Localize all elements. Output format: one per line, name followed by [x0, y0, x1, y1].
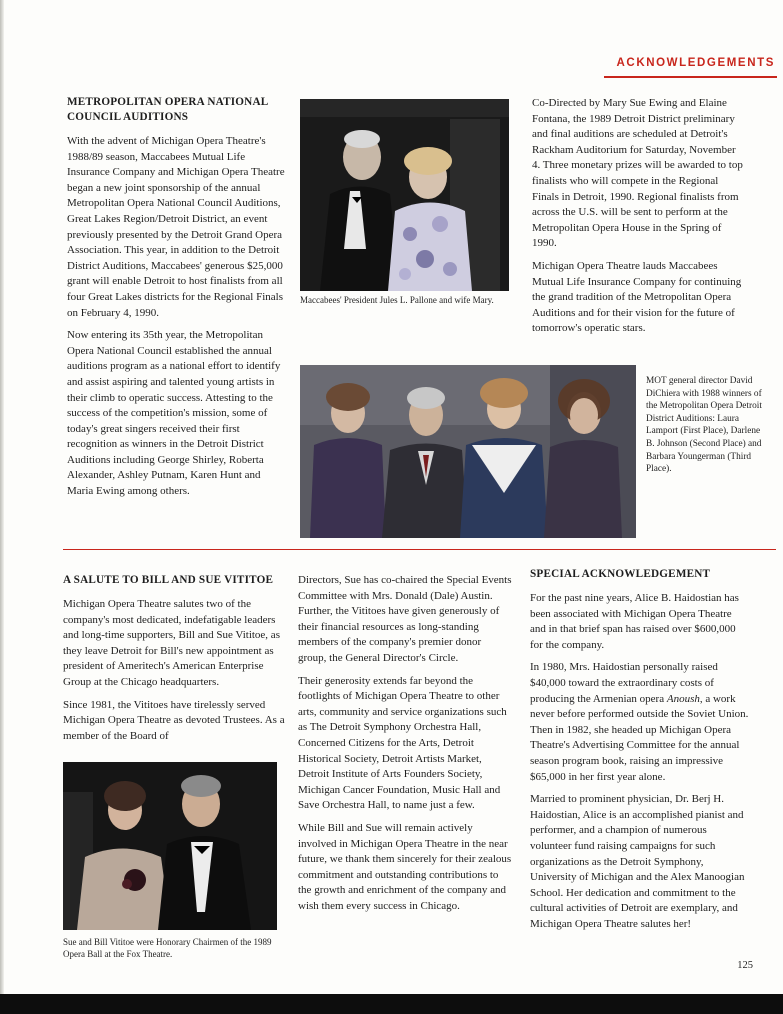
salute-paragraph-4: Their generosity extends far beyond the footlights of Michigan Opera Theatre to other arts, community and service organizations such as The Detroit Symphony Orchestra Hall, Concerned Citizens for the Arts, Detroit Historical Society, Detroit Artists Market, Detroit Institute of Arts Founders Society, Michigan Cancer Foundation, Music Hall and Save Orchestra Hall, to name just a few.: [298, 674, 507, 812]
auditions-winners-caption: MOT general director David DiChiera with 1988 winners of the Metropolitan Opera Detroit District Auditions: Laura Lamport (First Place), Darlene B. Johnson (Second Place) and Barbara Youngerman (Third Place).: [646, 376, 762, 475]
metropolitan-paragraph-4: Michigan Opera Theatre lauds Maccabees Mutual Life Insurance Company for continuing the grand tradition of the Metropolitan Opera Auditions and for their vision for the future of tomorrow's operatic stars.: [532, 259, 742, 335]
section-title: ACKNOWLEDGEMENTS: [616, 57, 775, 69]
special-paragraph-1: For the past nine years, Alice B. Haidostian has been associated with Michigan Opera Theatre and in that brief span has raised over $600,000 for the company.: [530, 592, 739, 651]
metropolitan-paragraph-1: With the advent of Michigan Opera Theatre's 1988/89 season, Maccabees Mutual Life Insurance Company and Michigan Opera Theatre began a new joint sponsorship of the annual Metropolitan Opera National Council Auditions, Great Lakes Region/Detroit District, an event previously presented by the Detroit Grand Opera Association. This year, in addition to the Detroit District Auditions, Maccabees' generous $25,000 grant will enable Detroit to host finalists from all four Great Lakes districts for the Regional Finals on February 4, 1990.: [67, 135, 285, 319]
opera-title-anoush: Anoush: [666, 692, 700, 705]
scan-bottom-edge: [0, 994, 783, 1014]
salute-paragraph-1: Michigan Opera Theatre salutes two of the company's most dedicated, indefatigable leaders and long-time supporters, Bill and Sue Vititoe, as they leave Detroit for Bill's new appointment as president of Ameritech's American Enterprise Group at the Chicago headquarters.: [63, 598, 280, 688]
special-heading: SPECIAL ACKNOWLEDGEMENT: [530, 568, 711, 580]
special-acknowledgement-column: [530, 567, 750, 939]
salute-paragraph-3: Directors, Sue has co-chaired the Special Events Committee with Mrs. Donald (Dale) Austin. Further, the Vititoes have given generously of their financial resources as long-standing members of the company's premier donor group, the General Director's Circle.: [298, 574, 512, 664]
salute-column: [63, 573, 285, 751]
pallone-photo: [300, 99, 509, 291]
vititoe-photo-caption: Sue and Bill Vititoe were Honorary Chairmen of the 1989 Opera Ball at the Fox Theatre.: [63, 937, 272, 959]
salute-heading: A SALUTE TO BILL AND SUE VITITOE: [63, 574, 274, 586]
scan-edge: [0, 0, 4, 1014]
metropolitan-paragraph-2: Now entering its 35th year, the Metropolitan Opera National Council established the annual auditions program as a national effort to identify and assist aspiring and talented young artists in their climb to operatic success. Attesting to the success of the competition's mission, some of today's great singers received their first recognition as winners in the Detroit District Auditions including George Shirley, Roberta Alexander, Ashley Putnam, Karen Hunt and Maria Ewing among others.: [67, 329, 281, 498]
special-paragraph-2-end: , a work never before performed outside the Soviet Union. Then in 1982, she headed up Michigan Opera Theatre's Advertising Committee for the annual season program book, raising an impressive $65,000 in her first year alone.: [530, 692, 749, 783]
metropolitan-heading: METROPOLITAN OPERA NATIONAL COUNCIL AUDITIONS: [67, 96, 268, 123]
salute-column-continued: [298, 573, 512, 921]
special-paragraph-3: Married to prominent physician, Dr. Berj H. Haidostian, Alice is an accomplished pianist and performer, and a champion of numerous volunteer fund raising campaigns for such organizations as the Detroit Symphony, University of Michigan and the Alex Manoogian School. Her dedication and commitment to the cultural activities of Detroit are exemplary, and Michigan Opera Theatre salutes her!: [530, 793, 745, 930]
salute-paragraph-5: While Bill and Sue will remain actively involved in Michigan Opera Theatre in the near future, we thank them sincerely for their zealous commitment and outstanding contributions to the growth and enrichment of the company and wish them every success in Chicago.: [298, 821, 512, 912]
metropolitan-paragraph-3: Co-Directed by Mary Sue Ewing and Elaine Fontana, the 1989 Detroit District preliminary and final auditions are scheduled at Detroit's Rackham Auditorium for Saturday, November 4. Three monetary prizes will be awarded to top finalists who will compete in the Regional Finals in Detroit, 1990. Regional finalists from across the U.S. will be sent to perform at the Metropolitan Opera House in the Spring of 1990.: [532, 97, 743, 250]
vititoe-photo: [63, 762, 277, 930]
special-paragraph-2: [530, 660, 750, 785]
page-number: 125: [737, 960, 753, 971]
metropolitan-column-continued: [532, 96, 744, 344]
section-divider: [63, 549, 776, 550]
salute-paragraph-2: Since 1981, the Vititoes have tirelessly served Michigan Opera Theatre as devoted Trustees. As a member of the Board of: [63, 698, 285, 742]
metropolitan-column: [67, 95, 289, 507]
section-title-rule: [604, 76, 777, 78]
auditions-winners-photo: [300, 365, 636, 538]
special-paragraph-2-start: In 1980, Mrs. Haidostian personally raised $40,000 toward the extraordinary costs of producing the Armenian opera: [530, 661, 718, 705]
pallone-photo-caption: Maccabees' President Jules L. Pallone and wife Mary.: [300, 295, 494, 305]
